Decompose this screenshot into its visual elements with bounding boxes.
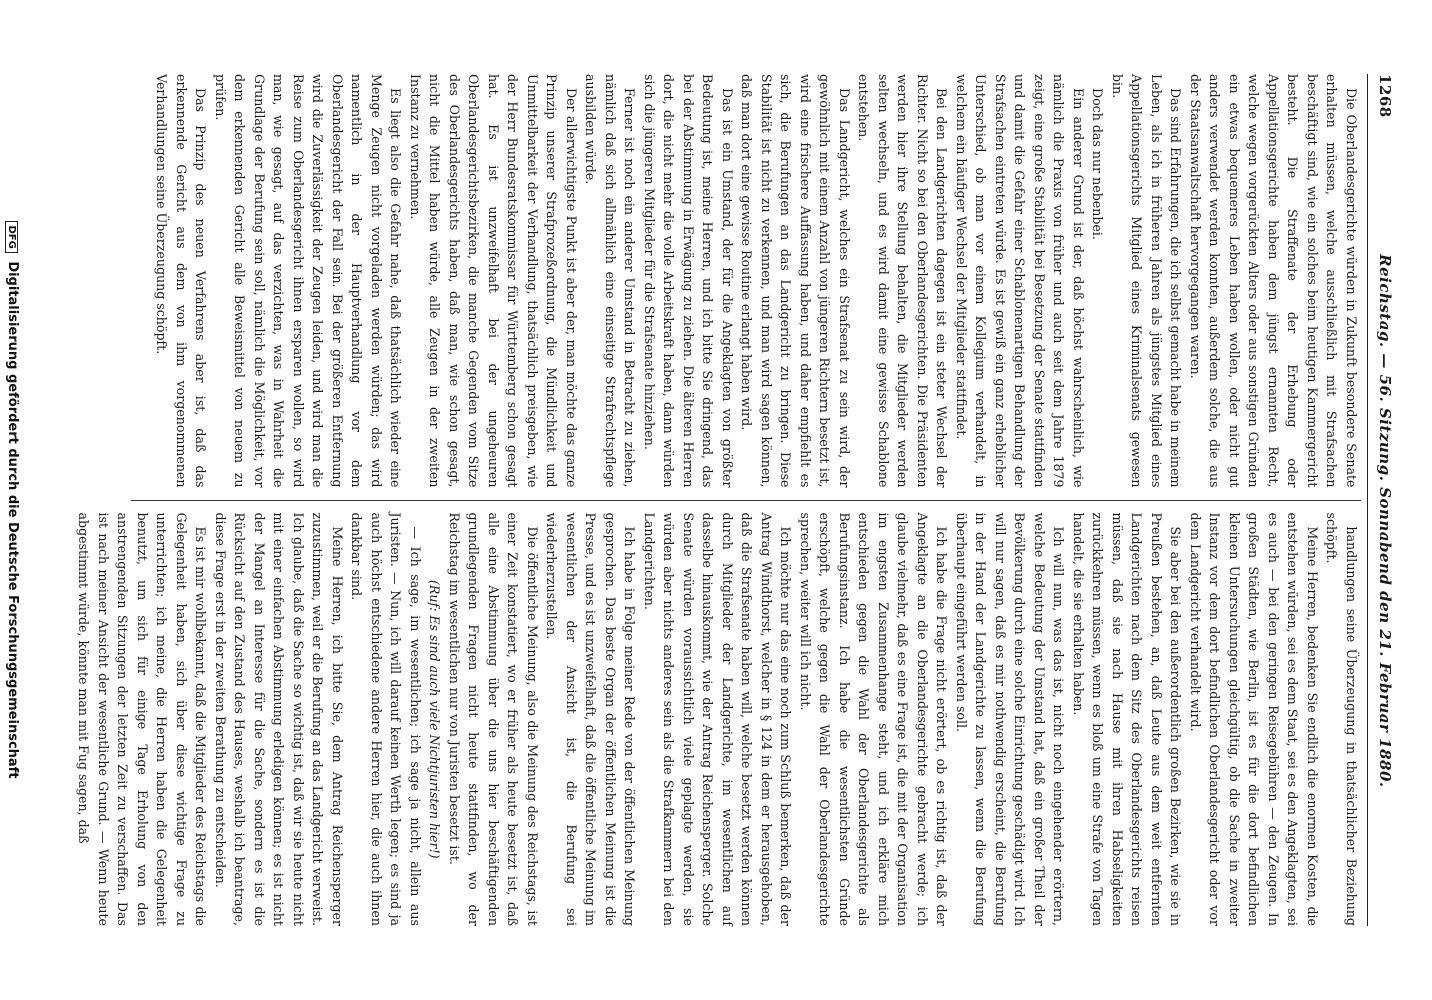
- paragraph: Das ist ein Umstand, der für die Angeklagten von größter Bedeutung ist, meine Herren, und ich bitte Sie dringend, das bei der Abstimmung in Erwägung zu ziehen. Die älteren Herren dort, die nicht mehr die volle Arbeitskraft haben, dann würden sich die jüngeren Mitglieder für die Strafsenate hinziehen.: [642, 74, 735, 488]
- credit-text: Digitalisierung gefördert durch die Deutsche Forschungsgemeinschaft: [5, 261, 20, 779]
- paragraph: Das Landgericht, welches ein Strafsenat zu sein wird, der gewöhnlich mit einem Anzahl von jüngeren Richtern besetzt ist, wird eine frischere Auffassung haben, und daher empfiehlt es sich, die Berufungen an das Landgericht zu bringen. Diese Stabilität ist nicht zu verkennen, und man wird sagen können, daß man dort eine gewisse Routine erlangt haben wird.: [739, 74, 852, 488]
- paragraph: Ein anderer Grund ist der, daß höchst wahrscheinlich, wie nämlich die Praxis von früher und auch seit dem Jahre 1879 zeigt, eine große Stabilität bei Besetzung der Senate stattfinden und damit die Gefahr einer Schablonenartigen Behandlung der Strafsachen eintreten würde. Es ist gewiß ein ganz erheblicher Unterschied, ob man vor einem Kollegium verhandelt, in welchem ein häufiger Wechsel der Mitglieder stattfindet.: [954, 74, 1086, 488]
- paragraph: — Ich sage, im wesentlichen; ich sage ja nicht, allein aus Juristen. — Nun, ich will darauf keinen Werth legen; es sind ja auch höchst entschiedene andere Herren hier, die auch ihnen dankbar sind.: [349, 512, 423, 926]
- paragraph: Ich habe in Folge meiner Rede von der öffentlichen Meinung gesprochen. Das beste Organ der öffentlichen Meinung ist die Presse, und es ist unzweifelhaft, daß die öffentliche Meinung im wesentlichen der Ansicht ist, die Berufung sei wiederherzustellen.: [544, 512, 638, 926]
- text-columns: [76, 40, 1361, 960]
- paragraph: Das Prinzip des neuen Verfahrens aber ist, daß das erkennende Gericht aus dem von ihm vorgenommenen Verhandlungen seine Überzeugung schöpft.: [154, 74, 209, 488]
- right-column: [76, 501, 1361, 927]
- paragraph: Es liegt also die Gefahr nahe, daß thatsächlich wieder eine Menge Zeugen nicht vorgeladen werden würden; das wird namentlich in der Hauptverhandlung vor dem Oberlandesgericht der Fall sein. Bei der größeren Entfernung wird die Zuverlässigkeit der Zeugen leiden, und wird man die Reise zum Oberlandesgericht ihnen ersparen wollen, so wird man, wie gesagt, auf das verzichten, was in Wahrheit die Grundlage der Berufung sein soll, nämlich die Möglichkeit, vor dem erkennenden Gericht alle Beweismittel von neuem zu prüfen.: [213, 74, 404, 488]
- page-number: 1268: [1376, 74, 1394, 118]
- paragraph: Der allerwichtigste Punkt ist aber der, man möchte das ganze Prinzip unserer Strafprozeßordnung, die Mündlichkeit und Unmittelbarkeit der Verhandlung, thatsächlich preisgeben, wie der Herr Bundesratskommissar für Württemberg schon gesagt hat. Es ist unzweifelhaft bei der ungeheuren Oberlandesgerichtsbezirken, die manche Gegenden vom Sitze des Oberlandesgerichts haben, daß man, wie schon gesagt, nicht die Mittel haben würde, alle Zeugen in der zweiten Instanz zu vernehmen.: [408, 74, 579, 488]
- paragraph: Die öffentliche Meinung, also die Meinung des Reichstags, ist einer Zeit konstatiert, wo er früher als heute besetzt ist, daß alle eine Abstimmung über die uns hier beschäftigenden grundlegenden Fragen nicht heute stattfinden, wo der Reichstag im wesentlichen nur von Juristen besetzt ist.: [447, 512, 540, 926]
- paragraph: Meine Herren, ich bitte Sie, dem Antrag Reichensperger zuzustimmen, weil er die Berufung an das Landgericht verweist. Ich glaube, daß die Sache so wichtig ist, daß wir sie heute nicht mit einer einfachen Abstimmung erledigen können; es ist nicht der Mangel an Interesse für die Sache, sondern es ist die Rücksicht auf den Zustand des Hauses, weshalb ich beantrage, diese Frage erst in der zweiten Berathung zu entscheiden.: [213, 512, 345, 926]
- running-title: Reichstag. — 56. Sitzung. Sonnabend den 21. Februar 1880.: [1376, 254, 1394, 788]
- paragraph: Sie aber bei den außerordentlich großen Bezirken, wie sie in Preußen bestehen, an, daß Leute aus dem weit entfernten Landgerichten nach dem Sitz des Oberlandesgerichts reisen müssen, daß sie nach Hause mit ihren Habseligkeiten zurückkehren müssen, wenn es bloß um eine Strafe von Tagen handelt, die sie erhalten haben.: [1071, 512, 1184, 926]
- paragraph: Doch das nur nebenbei.: [1090, 88, 1106, 240]
- paragraph: Ich will nun, was das ist, nicht noch eingehender erörtern, welche Bedeutung der Umstand hat, daß ein großer Theil der Bevölkerung durch eine solche Einrichtung geschädigt wird. Ich will nur sagen, daß es mir nothwendig erscheint, die Berufung in der Hand der Landgerichte zu lassen, wenn die Berufung überhaupt eingeführt werden soll.: [954, 512, 1067, 926]
- paragraph: Ich habe die Frage nicht erörtert, ob es richtig ist, daß der Angeklagte an die Oberlandesgerichte gebracht werde; ich glaube vielmehr, daß es eine Frage ist, die mit der Organisation im engsten Zusammenhange steht, und ich erkläre mich entschieden gegen die Wahl der Oberlandesgerichte als Berufungsinstanz. Ich habe die wesentlichsten Gründe erschöpft, welche gegen die Wahl der Oberlandesgerichte sprechen, weiter will ich nicht.: [798, 512, 950, 926]
- paragraph: Es ist mir wohlbekannt, daß die Mitglieder des Reichstags die Gelegenheit haben, sich über diese wichtige Frage zu unterrichten; ich meine, die Herren haben die Gelegenheit benutzt, um sich für einige Tage Erholung von den anstrengenden Sitzungen der letzten Zeit zu verschaffen. Das ist nach meiner Ansicht der wesentliche Grund. — Wenn heute abgestimmt würde, könnte man mit Fug sagen, daß: [76, 512, 209, 926]
- paragraph: Das sind Erfahrungen, die ich selbst gemacht habe in meinem Leben, als ich in früheren Jahren als jüngstes Mitglied eines Appellationsgerichts Mitglied eines Kriminalsenats gewesen bin.: [1110, 74, 1184, 488]
- paragraph: Bei den Landgerichten dagegen ist ein steter Wechsel der Richter. Nicht so bei den Oberlandesgerichten. Die Präsidenten werden hier ihre Stellung behalten, die Mitglieder werden selten wechseln, und es wird damit eine gewisse Schablone entstehen.: [856, 74, 950, 488]
- paragraph: handlungen seine Überzeugung in thatsächlicher Beziehung schöpft.: [1324, 512, 1359, 926]
- digitization-credit: [5, 0, 20, 1000]
- header-rule: [1367, 74, 1368, 926]
- page-header: [1376, 40, 1394, 960]
- left-column: [131, 74, 1361, 500]
- paragraph: (Ruf: Es sind auch viele Nichtjuristen hier!): [427, 579, 443, 859]
- paragraph: Die Oberlandesgerichte würden in Zukunft besondere Senate erhalten müssen, welche ausschließlich mit Strafsachen beschäftigt sind, wie ein solches beim heutigen Kammergericht besteht. Die Straffenate der Erhebung oder Appellationsgerichte haben dem jüngst ernannten Recht, welche wegen vorgerückten Alters oder aus sonstigen Gründen ein etwas bequemeres Leben haben wollen, oder nicht gut anders verwendet werden konnten, außerdem solche, die aus der Staatsanwaltschaft hervorgegangen waren.: [1188, 74, 1359, 488]
- paragraph: Ich möchte nur das eine noch zum Schluß bemerken, daß der Antrag Windthorst, welcher in § 124 in dem er herausgehoben, daß die Strafsenate haben will, welche besetzt werden können durch Mitglieder der Landgerichte, im wesentlichen auf dasselbe hinauskommt, wie der Antrag Reichensperger. Solche Senate würden voraussichtlich viele geplagte werden, sie würden aber nichts anderes sein als die Strafkammern bei den Landgerichten.: [642, 512, 794, 926]
- paragraph: Ferner ist noch ein anderer Umstand in Betracht zu ziehen, nämlich daß sich allmählich eine einseitige Strafrechtspflege ausbilden würde.: [583, 74, 638, 488]
- dfg-logo: DFG: [5, 221, 18, 252]
- paragraph: Meine Herren, bedenken Sie endlich die enormen Kosten, die entstehen würden, sei es dem Staat, sei es den Angeklagten, sei es auch — bei den geringen Reisegebühren — den Zeugen. In großen Städten, wie Berlin, ist es für die dort befindlichen kleinen Untersuchungen gleichgültig, ob die Sache in zweiter Instanz vor dem dort befindlichen Oberlandesgericht oder vor dem Landgericht verhandelt wird.: [1188, 512, 1320, 926]
